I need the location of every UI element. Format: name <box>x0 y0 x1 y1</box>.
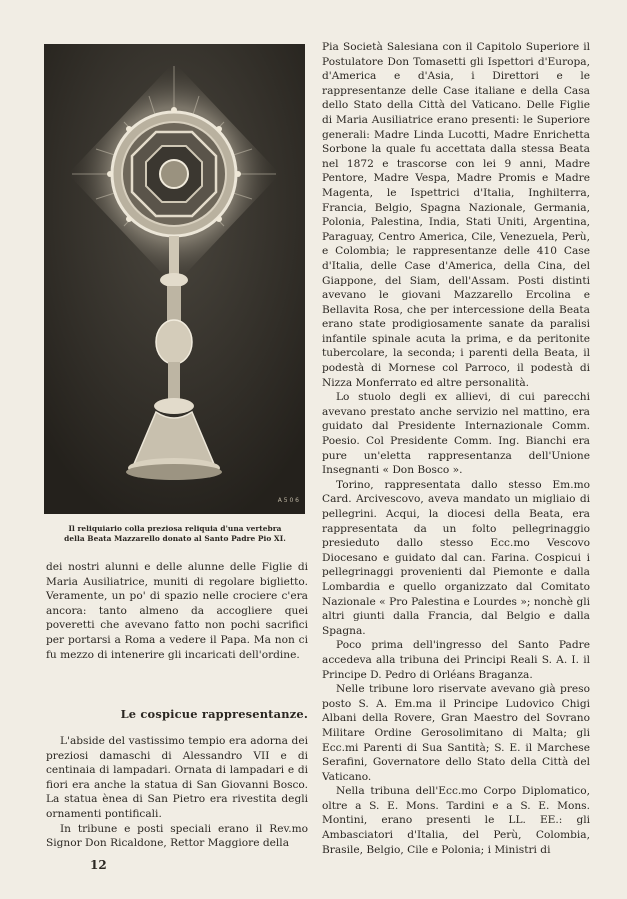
page-number: 12 <box>90 858 107 872</box>
reliquary-photo <box>44 44 305 514</box>
right-paragraph-4: Poco prima dell'ingresso del Santo Padre accedeva alla tribuna dei Principi Reali S. A. I. il Principe D. Pedro di Orléans Braganza. <box>322 639 590 681</box>
right-paragraph-6: Nella tribuna dell'Ecc.mo Corpo Diplomatico, oltre a S. E. Mons. Tardini e a S. E. Mons. Montini, erano presenti le LL. EE.: gli Ambasciatori d'Italia, del Perù, Colombia, Brasile, Belgio, Cile e Polonia; i Ministri di <box>322 785 590 856</box>
right-paragraph-3: Torino, rappresentata dallo stesso Em.mo Card. Arcivescovo, aveva mandato un migliaio di pellegrini. Acqui, la diocesi della Beata, era rappresentata da un folto pellegrinaggio presieduto dallo stesso Ecc.mo Vescovo Diocesano e guidato dal can. Farina. Cospicui i pellegrinaggi provenienti dal Piemonte e dalla Lombardia e quello organizzato dal Comitato Nazionale « Pro Palestina e Lourdes »; nonchè gli altri giunti dalla Francia, dal Belgio e dalla Spagna. <box>322 478 590 637</box>
right-paragraph-5: Nelle tribune loro riservate avevano già preso posto S. A. Em.ma il Principe Ludovico Chigi Albani della Rovere, Gran Maestro del Sovrano Militare Ordine Gerosolimitano di Malta; gli Ecc.mi Parenti di Sua Santità; S. E. il Marchese Serafini, Governatore dello Stato della Città del Vaticano. <box>322 683 590 783</box>
right-paragraph-1: Pia Società Salesiana con il Capitolo Superiore il Postulatore Don Tomasetti gli Ispettori d'Europa, d'America e d'Asia, i Direttori e le rappresentanze delle Case italiane e della Casa dello Stato della Città del Vaticano. Delle Figlie di Maria Ausiliatrice erano presenti: le Superiore generali: Madre Linda Lucotti, Madre Enrichetta Sorbone la quale fu accettata dalla stessa Beata nel 1872 e trascorse con lei 9 anni, Madre Pentore, Madre Vespa, Madre Promis e Madre Magenta, le Ispettrici d'Italia, Inghilterra, Francia, Belgio, Spagna Nazionale, Germania, Polonia, Palestina, India, Stati Uniti, Argentina, Paraguay, Centro America, Cile, Venezuela, Perù, e Colombia; le rappresentanze delle 410 Case d'Italia, delle Case d'America, della Cina, del Giappone, del Siam, dell'Assam. Posti distinti avevano le giovani Mazzarello Ercolina e Bellavita Rosa, che per intercessione della Beata erano state prodigiosamente sanate da paralisi infantile spinale acuta la prima, e da peritonite tubercolare, la seconda; i parenti della Beata, il podestà di Mornese col Parroco, il podestà di Nizza Monferrato ed altre personalità. <box>322 41 590 389</box>
caption-line-2: della Beata Mazzarello donato al Santo Padre Pio XI. <box>64 534 286 543</box>
photo-corner-mark: A 5 0 6 <box>277 497 299 504</box>
right-column-text <box>322 40 590 857</box>
left-column-text <box>46 560 308 662</box>
left-paragraph-1: dei nostri alunni e delle alunne delle Figlie di Maria Ausiliatrice, muniti di regolare biglietto. Veramente, un po' di spazio nelle crociere c'era ancora: tanto almeno da accogliere quei poveretti che avevano fatto non pochi sacrifici per portarsi a Roma a vedere il Papa. Ma non ci fu mezzo di intenerire gli incaricati dell'ordine. <box>46 561 308 661</box>
left-paragraph-2: L'abside del vastissimo tempio era adorna dei preziosi damaschi di Alessandro VII e di centinaia di lampadari. Ornata di lampadari e di fiori era anche la statua di San Giovanni Bosco. La statua ènea di San Pietro era rivestita degli ornamenti pontificali. <box>46 735 308 820</box>
photo-caption <box>44 524 306 544</box>
left-column-text-2 <box>46 734 308 851</box>
left-paragraph-3: In tribune e posti speciali erano il Rev.mo Signor Don Ricaldone, Rettor Maggiore della <box>46 822 308 850</box>
reliquary-icon <box>44 44 305 514</box>
right-paragraph-2: Lo stuolo degli ex allievi, di cui parecchi avevano prestato anche servizio nel mattino, era guidato dal Presidente Internazionale Comm. Poesio. Col Presidente Comm. Ing. Bianchi era pure un'eletta rappresentanza dell'Unione Insegnanti « Don Bosco ». <box>322 391 590 477</box>
caption-line-1: Il reliquiario colla preziosa reliquia d'una vertebra <box>68 524 282 533</box>
section-heading: Le cospicue rappresentanze. <box>120 707 308 721</box>
